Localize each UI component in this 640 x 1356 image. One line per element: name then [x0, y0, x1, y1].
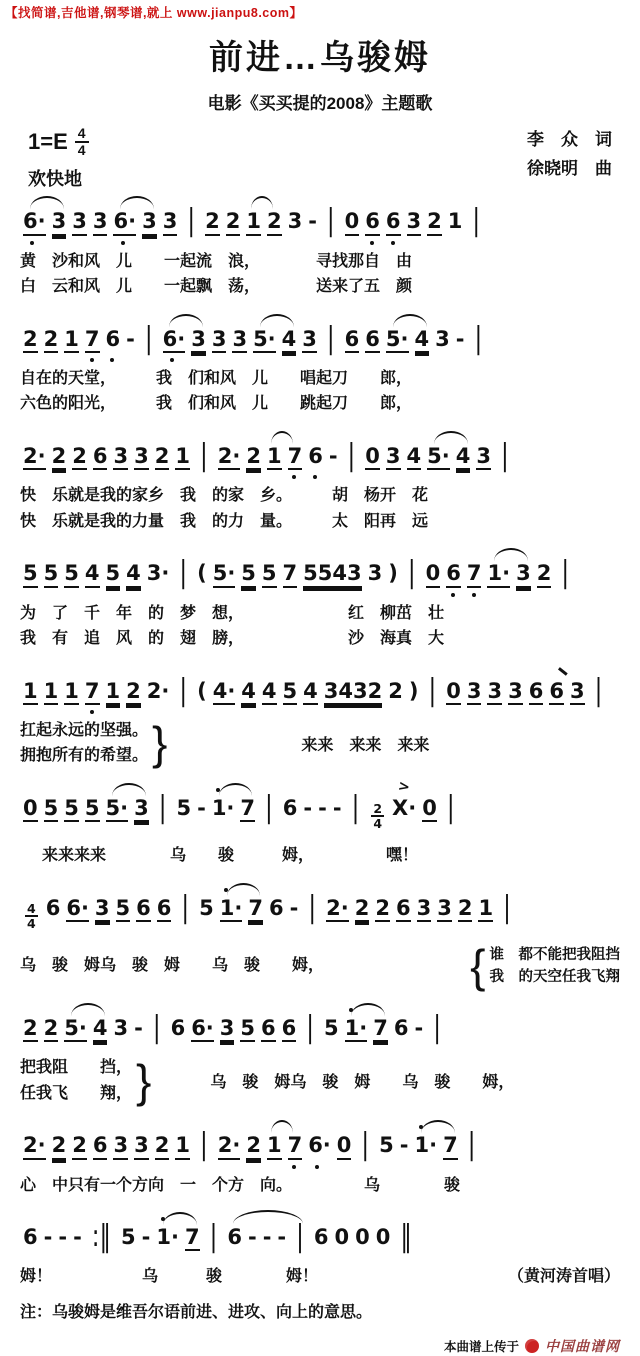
- note: 3: [386, 444, 401, 470]
- barline: |: [347, 439, 356, 473]
- premiere-credit: （黄河涛首唱）: [507, 1268, 620, 1286]
- site-logo-icon: [525, 1339, 539, 1353]
- lyric-line: 把我阻 挡，: [20, 1059, 133, 1077]
- song-title: 前进…乌骏姆: [209, 39, 431, 77]
- note: 3: [142, 209, 157, 235]
- time-signature-bottom: 4: [77, 141, 86, 158]
- note: 3: [417, 896, 432, 922]
- note: -: [141, 1225, 151, 1250]
- note: 6: [93, 1133, 108, 1159]
- note: 6: [313, 1225, 329, 1250]
- note: 6·: [191, 1016, 214, 1042]
- note: 6: [157, 896, 172, 922]
- barline: :‖: [91, 1220, 112, 1255]
- note: 6: [393, 1016, 409, 1041]
- note: 5: [44, 796, 59, 822]
- barline: |: [594, 673, 603, 708]
- note: 5: [241, 561, 256, 587]
- barline: |: [428, 673, 437, 708]
- note: 5·: [253, 327, 276, 353]
- lyric-line: 扛起永远的坚强。: [20, 721, 149, 739]
- alt-verse-block: [466, 940, 620, 993]
- lyric-brace: }: [136, 1054, 152, 1107]
- note: 4: [303, 679, 318, 705]
- note: 1: [447, 209, 463, 234]
- note: 6: [227, 1225, 242, 1250]
- lyric-line: 来来 来来 来来: [301, 736, 430, 754]
- note: 3: [302, 327, 317, 353]
- note: 5: [176, 796, 192, 821]
- notation-line: [20, 778, 620, 843]
- note: 6: [446, 561, 461, 587]
- lyric-line: 我 有 追 风 的 翅 膀， 沙 海真 大: [20, 630, 445, 648]
- note: 6: [23, 1225, 38, 1250]
- note: -: [455, 326, 465, 351]
- note: 5: [324, 1016, 339, 1041]
- note: 5: [283, 679, 298, 705]
- music-system: [20, 878, 620, 993]
- note: 2: [126, 679, 141, 705]
- lyric-line: 为 了 千 年 的 梦 想， 红 柳茁 壮: [20, 604, 445, 622]
- note: 7: [85, 327, 100, 353]
- music-system: [20, 778, 620, 869]
- barline: |: [152, 1011, 161, 1045]
- note: 6: [282, 796, 298, 821]
- note: 1·: [156, 1225, 179, 1250]
- note: 7: [288, 1133, 303, 1159]
- note: -: [277, 1225, 287, 1250]
- note: 6: [396, 896, 411, 922]
- note: 5: [116, 896, 131, 922]
- lyrics-row: [20, 940, 620, 993]
- notation-line: [20, 878, 620, 943]
- note: 3: [113, 1133, 128, 1159]
- barline: |: [306, 1011, 315, 1045]
- note: 2: [52, 1133, 67, 1159]
- barline: |: [179, 556, 188, 591]
- barline: |: [467, 1128, 476, 1163]
- note: 2: [155, 1133, 170, 1159]
- barline: |: [561, 556, 570, 591]
- note: 4: [282, 327, 297, 353]
- note: -: [318, 796, 327, 821]
- note: -: [308, 209, 317, 234]
- note: 5: [64, 796, 79, 822]
- lyric-line: 乌 骏 姆！: [142, 1268, 319, 1286]
- lyric-line: 白 云和风 儿 一起飘 荡， 送来了五 颜: [20, 278, 413, 296]
- note: 1·: [211, 796, 235, 821]
- note: 1·: [487, 561, 510, 587]
- note: ): [388, 561, 398, 586]
- note: 7: [85, 679, 100, 705]
- note: 5: [240, 1016, 255, 1042]
- barline: |: [144, 321, 153, 356]
- note: 5: [106, 561, 121, 587]
- note: 5: [44, 561, 59, 587]
- barline: |: [503, 890, 511, 925]
- song-subtitle: 电影《买买提的2008》主题歌: [207, 94, 433, 113]
- barline: |: [199, 1128, 208, 1163]
- note: 4: [126, 561, 141, 587]
- note: 1: [478, 896, 493, 922]
- verse-column: [20, 1055, 132, 1106]
- note: > X·: [392, 796, 416, 820]
- note: 7: [248, 896, 263, 922]
- note: 2: [388, 678, 403, 703]
- note: 0: [446, 679, 461, 705]
- note: 3432: [324, 679, 382, 705]
- lyric-line: 快 乐就是我的力量 我 的力 量。 太 阳再 远: [20, 512, 429, 530]
- note: -: [58, 1225, 68, 1250]
- barline: |: [351, 791, 360, 825]
- note: 1: [175, 1133, 190, 1159]
- note: 7: [373, 1016, 388, 1042]
- note: 4: [415, 327, 430, 353]
- note: 6: [93, 444, 108, 470]
- note: 7: [443, 1133, 458, 1159]
- note: 3: [476, 444, 491, 470]
- note: 6: [282, 1016, 297, 1042]
- note: 3: [191, 327, 206, 353]
- note: 1: [106, 679, 121, 705]
- note: 6: [170, 1016, 186, 1041]
- note: 3: [212, 327, 227, 353]
- note: 3: [435, 326, 450, 351]
- barline: |: [433, 1011, 441, 1045]
- note: 6: [365, 327, 380, 353]
- lyrics-row: [20, 1264, 620, 1290]
- note: 1: [246, 209, 261, 235]
- note: -: [134, 1016, 143, 1041]
- music-system: [20, 191, 620, 299]
- lyric-brace: {: [470, 940, 486, 993]
- lyric-line: 快 乐就是我的家乡 我 的家 乡。 胡 杨开 花: [20, 487, 429, 505]
- note: 3: [487, 679, 502, 705]
- note: 3: [232, 327, 247, 353]
- barline: |: [179, 673, 188, 708]
- note: 5543: [303, 561, 361, 587]
- lyric-line: 我 的天空任我飞翔: [489, 969, 620, 986]
- note: 2: [458, 896, 473, 922]
- key-label: 1=E: [28, 128, 68, 154]
- notation-line: [20, 661, 620, 718]
- note: 5: [23, 561, 38, 587]
- tempo-marking: 欢快地: [28, 169, 82, 190]
- note: 3: [113, 1016, 129, 1041]
- note: 1: [64, 327, 79, 353]
- note: 6·: [163, 327, 186, 353]
- note: 6: [386, 209, 401, 235]
- notation-line: [20, 998, 620, 1055]
- note: -: [328, 444, 338, 469]
- note: -: [414, 1016, 424, 1041]
- note: 5·: [64, 1016, 87, 1042]
- lyric-line: 任我飞 翔，: [20, 1084, 133, 1102]
- note: 1: [267, 1133, 282, 1159]
- lyric-line: 谁 都不能把我阻挡: [489, 946, 620, 963]
- note: 2: [537, 561, 552, 587]
- note: 4: [241, 679, 256, 705]
- lyric-line: 六色的阳光， 我 们和风 儿 跳起刀 郎，: [20, 395, 413, 413]
- note: 2: [72, 444, 87, 470]
- note: 0: [334, 1225, 350, 1250]
- barline: |: [326, 204, 335, 239]
- note: 6: [365, 209, 380, 235]
- note: 6: [549, 679, 564, 705]
- note: 6: [269, 895, 284, 920]
- note: 2: [427, 209, 442, 235]
- note: 0: [23, 796, 38, 822]
- note: 1·: [345, 1016, 368, 1042]
- note: 1: [175, 444, 190, 470]
- note: 6·: [23, 209, 46, 235]
- notation-line: [20, 191, 620, 248]
- note: 7: [288, 444, 303, 470]
- lyric-line: 拥抱所有的希望。: [20, 747, 149, 765]
- note: 0: [426, 561, 441, 587]
- note: -: [332, 796, 342, 821]
- note: 3: [134, 444, 149, 470]
- note: 7: [185, 1225, 200, 1251]
- note: -: [262, 1225, 272, 1250]
- note: ): [408, 678, 419, 703]
- note: 5: [199, 895, 214, 920]
- note: 0: [355, 1225, 370, 1250]
- notation-line: [20, 1115, 620, 1172]
- note: 2: [44, 1016, 59, 1042]
- lyrics-row: [20, 1055, 620, 1106]
- composer-credit: 徐晓明 曲: [527, 158, 612, 178]
- barline: |: [407, 556, 416, 591]
- note: 2: [246, 444, 261, 470]
- note: -: [126, 326, 135, 351]
- note: -: [247, 1225, 257, 1250]
- lyric-line: 黄 沙和风 儿 一起流 浪， 寻找那自 由: [20, 252, 413, 270]
- barline: ‖: [400, 1220, 412, 1255]
- note: (: [197, 678, 207, 703]
- note: 1: [64, 679, 79, 705]
- notation-line: [20, 309, 620, 366]
- note: 7: [283, 561, 298, 587]
- note: 5: [121, 1225, 136, 1250]
- note: 6: [136, 896, 151, 922]
- note: -: [73, 1225, 82, 1250]
- note: 0: [365, 444, 380, 470]
- note: 5·: [386, 327, 409, 353]
- barline: |: [472, 204, 481, 239]
- time-signature: [75, 126, 89, 157]
- barline: |: [361, 1128, 370, 1163]
- meta-row: [20, 126, 620, 191]
- note: 0: [375, 1225, 391, 1250]
- note: 3: [134, 1133, 149, 1159]
- note: 3: [516, 561, 531, 587]
- note: 5·: [213, 561, 236, 587]
- note: 6: [105, 326, 121, 351]
- barline: |: [199, 439, 208, 473]
- verse-column: [20, 718, 148, 769]
- note: 2·: [146, 678, 170, 703]
- note: 3: [52, 209, 67, 235]
- key-signature: [28, 126, 89, 157]
- note: 4: [93, 1016, 108, 1042]
- note: 2·: [23, 444, 46, 470]
- note: 3: [437, 896, 452, 922]
- note: 3: [570, 679, 585, 705]
- music-system: [20, 543, 620, 651]
- lyricist-credit: 李 众 词: [527, 130, 612, 149]
- note: 3: [508, 679, 523, 705]
- note: 4·: [213, 679, 236, 705]
- note: 7: [467, 561, 482, 587]
- notation-line: [20, 543, 620, 600]
- note: 3·: [146, 561, 170, 586]
- note: -: [399, 1133, 409, 1158]
- note: 4: [262, 679, 277, 705]
- note: -: [289, 895, 299, 920]
- note: 2·: [23, 1133, 46, 1159]
- music-system: [20, 661, 620, 769]
- music-system: [20, 309, 620, 417]
- note: 1·: [414, 1133, 438, 1158]
- note: 2: [375, 896, 390, 922]
- key-tempo-block: [28, 126, 89, 191]
- note: 1: [267, 444, 282, 470]
- note: -: [303, 796, 313, 821]
- note: 5: [262, 561, 277, 587]
- note: 2·: [218, 444, 241, 470]
- time-signature: $\frac{2}{4}$: [373, 801, 383, 832]
- note: 5·: [427, 444, 450, 470]
- note: 2: [23, 327, 38, 353]
- note: 2: [205, 209, 220, 235]
- note: 3: [163, 209, 178, 235]
- uploader-row: [20, 1336, 620, 1356]
- note: 3: [467, 679, 482, 705]
- lyric-line: 心 中只有一个方向 一 个方 向。 乌 骏: [20, 1176, 461, 1194]
- note: 0: [422, 796, 437, 822]
- note: 6·: [66, 896, 89, 922]
- note: 0: [337, 1133, 352, 1159]
- lyric-line: 乌 骏 姆乌 骏 姆 乌 骏 姆，: [210, 1074, 515, 1092]
- note: 2: [355, 896, 370, 922]
- note: 2: [23, 1016, 38, 1042]
- barline: |: [187, 204, 196, 239]
- note: 4: [407, 444, 422, 470]
- note: 5·: [106, 796, 129, 822]
- barline: |: [209, 1220, 218, 1255]
- note: 3: [134, 796, 149, 822]
- note: 2: [72, 1133, 87, 1159]
- note: 3: [113, 444, 128, 470]
- music-system: [20, 1207, 620, 1290]
- music-system: [20, 998, 620, 1106]
- time-signature: $\frac{4}{4}$: [27, 900, 36, 931]
- note: 3: [95, 896, 110, 922]
- note: 3: [367, 561, 383, 586]
- music-system: [20, 426, 620, 534]
- note: 6·: [113, 209, 136, 235]
- note: 6: [45, 895, 61, 920]
- lyrics-row: [20, 718, 620, 769]
- note: 3: [287, 209, 303, 234]
- note: 2: [52, 444, 67, 470]
- note: 2: [226, 209, 241, 235]
- barline: |: [446, 791, 455, 825]
- footnote: 注：乌骏姆是维吾尔语前进、进攻、向上的意思。: [20, 1303, 373, 1321]
- uploader-label: 本曲谱上传于: [443, 1339, 519, 1354]
- watermark-text: 【找简谱,吉他谱,钢琴谱,就上 www.jianpu8.com】: [5, 6, 303, 20]
- note: 2·: [218, 1133, 241, 1159]
- note: 7: [240, 796, 255, 822]
- note: 4: [456, 444, 471, 470]
- barline: |: [474, 321, 483, 356]
- barline: |: [265, 791, 273, 825]
- note: 2·: [326, 896, 349, 922]
- note: 3: [407, 209, 422, 235]
- barline: |: [158, 791, 167, 825]
- barline: |: [181, 890, 190, 925]
- note: 4: [85, 561, 100, 587]
- note: 0: [345, 209, 360, 235]
- barline: |: [501, 439, 509, 473]
- barline: |: [308, 890, 317, 925]
- note: 2: [155, 444, 170, 470]
- note: 3: [220, 1016, 235, 1042]
- notation-line: [20, 1207, 620, 1264]
- note: 2: [246, 1133, 261, 1159]
- music-system: [20, 1115, 620, 1198]
- site-name: 中国曲谱网: [545, 1337, 620, 1354]
- note: 6: [261, 1016, 276, 1042]
- note: 1: [23, 679, 38, 705]
- lyric-line: 自在的天堂， 我 们和风 儿 唱起刀 郎，: [20, 369, 413, 387]
- lyric-brace: }: [152, 717, 168, 770]
- note: 1: [44, 679, 59, 705]
- note: 6: [345, 327, 360, 353]
- note: 3: [93, 209, 108, 235]
- note: 6: [529, 679, 544, 705]
- note: 6: [308, 444, 323, 469]
- note: 6·: [308, 1133, 331, 1158]
- note: -: [43, 1225, 53, 1250]
- note: 2: [44, 327, 59, 353]
- note: 2: [267, 209, 282, 235]
- note: 5: [379, 1133, 394, 1158]
- verse-column: [490, 944, 621, 989]
- barline: |: [326, 321, 335, 356]
- lyric-line: 乌 骏 姆乌 骏 姆 乌 骏 姆，: [20, 957, 325, 975]
- note: 5: [64, 561, 79, 587]
- credits-block: [527, 126, 612, 184]
- time-signature-top: 4: [75, 126, 89, 143]
- note: 1·: [220, 896, 243, 922]
- note: 5: [85, 796, 100, 822]
- lyric-line: 来来来来 乌 骏 姆， 嘿！: [42, 847, 419, 865]
- note: -: [197, 796, 206, 821]
- notation-line: [20, 426, 620, 483]
- note: (: [197, 561, 207, 586]
- barline: |: [296, 1220, 304, 1255]
- note: 3: [72, 209, 87, 235]
- lyric-line: 姆！: [20, 1268, 53, 1286]
